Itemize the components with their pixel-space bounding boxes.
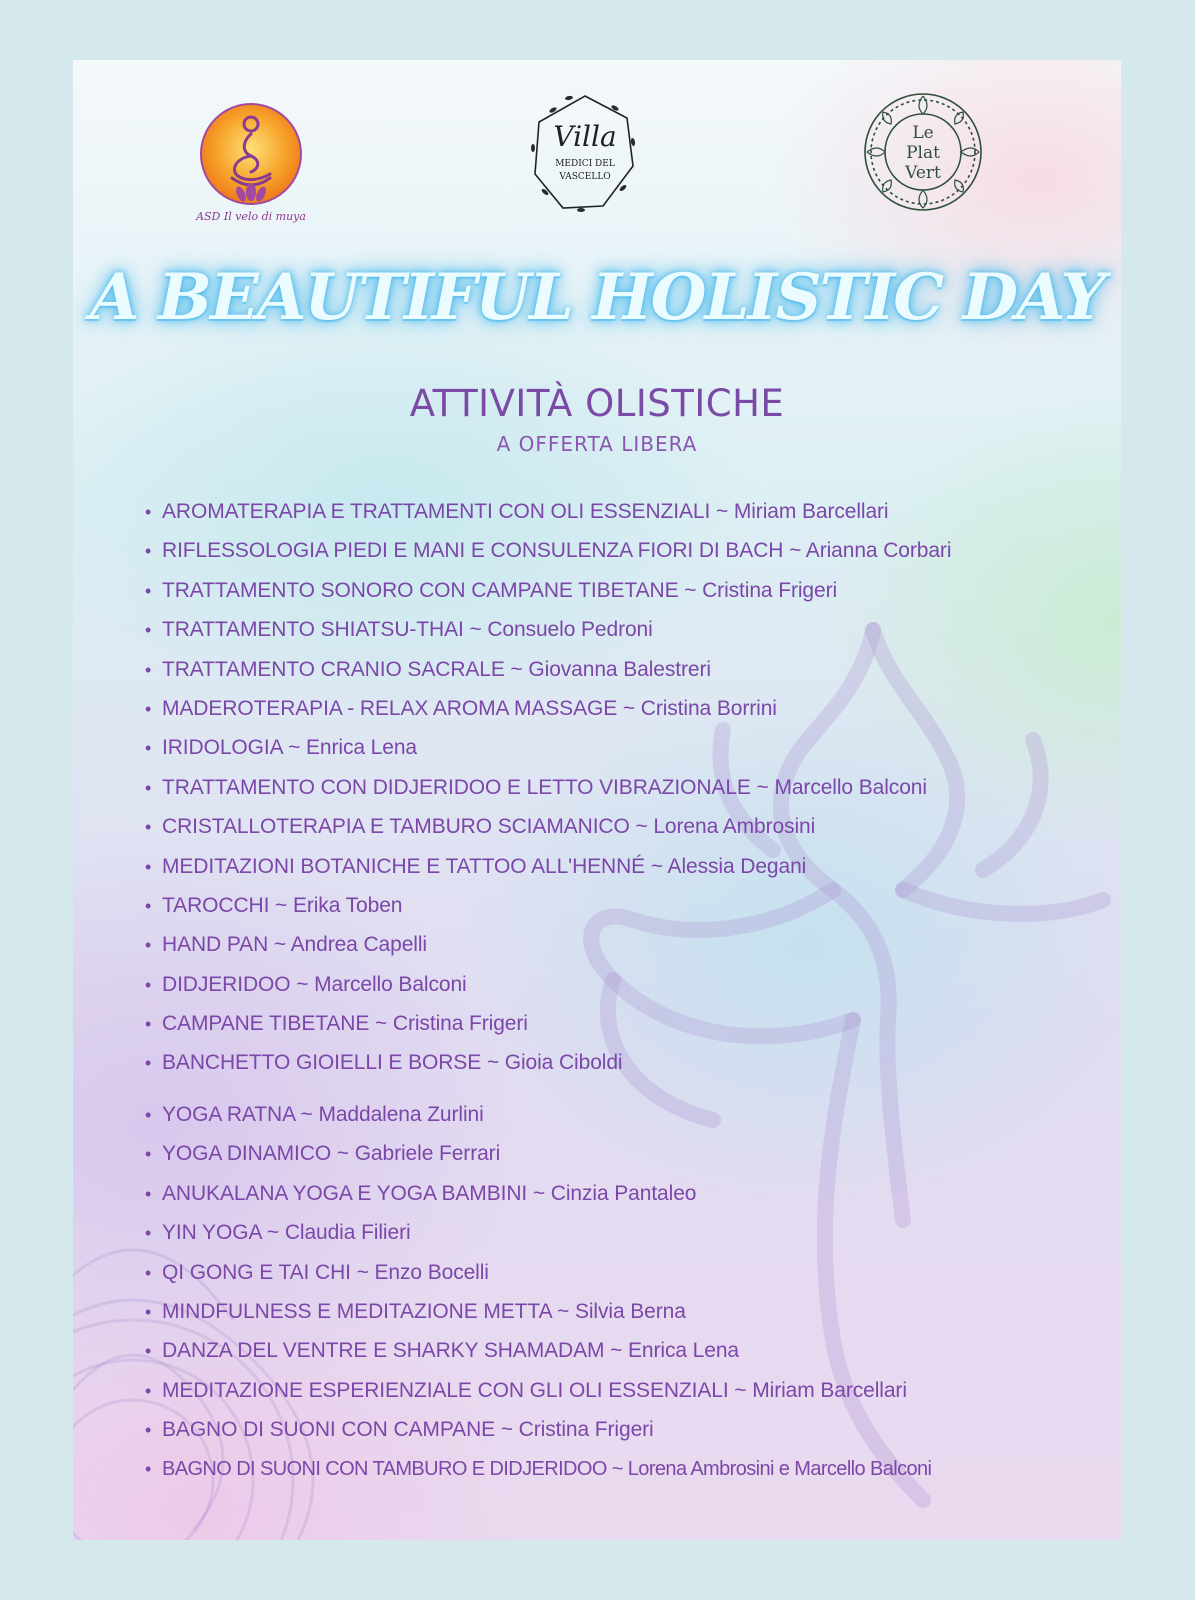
le-plat-vert-logo: [861, 90, 985, 214]
bullet: •: [145, 895, 152, 916]
muya-logo-text: ASD Il velo di muya: [196, 210, 306, 223]
list-item-text: IRIDOLOGIA ~ Enrica Lena: [162, 736, 417, 760]
list-item-text: TRATTAMENTO SONORO CON CAMPANE TIBETANE ~ Cristina Frigeri: [162, 578, 838, 602]
list-item-text: MINDFULNESS E MEDITAZIONE METTA ~ Silvia Berna: [162, 1299, 686, 1323]
list-item: [145, 847, 951, 886]
bullet: •: [145, 1223, 152, 1244]
plat-logo-line-2: Plat: [906, 143, 940, 163]
list-item: [145, 1043, 951, 1082]
bullet: •: [145, 1183, 152, 1204]
list-item: [145, 610, 951, 649]
list-item-text: DANZA DEL VENTRE E SHARKY SHAMADAM ~ Enrica Lena: [162, 1339, 739, 1363]
list-item: [145, 1292, 931, 1331]
bullet: •: [145, 620, 152, 641]
villa-logo-line-2: VASCELLO: [559, 172, 611, 182]
bullet: •: [145, 1458, 151, 1479]
list-item: [145, 531, 951, 570]
bullet: •: [145, 1053, 152, 1074]
asd-il-velo-di-muya-logo: [186, 96, 316, 226]
list-item-text: MEDITAZIONI BOTANICHE E TATTOO ALL'HENNÉ ~ Alessia Degani: [162, 854, 807, 878]
list-item-text: YOGA RATNA ~ Maddalena Zurlini: [162, 1103, 484, 1126]
bullet: •: [145, 580, 152, 601]
list-item: [145, 1450, 931, 1489]
list-item: [145, 1004, 951, 1043]
list-item: [145, 886, 951, 925]
list-item-text: MADEROTERAPIA - RELAX AROMA MASSAGE ~ Cristina Borrini: [162, 696, 777, 720]
villa-logo-line-1: MEDICI DEL: [555, 159, 615, 169]
list-item-text: BAGNO DI SUONI CON CAMPANE ~ Cristina Frigeri: [162, 1418, 654, 1442]
bullet: •: [145, 738, 152, 759]
bullet: •: [145, 502, 152, 522]
list-item: [145, 689, 951, 728]
list-item: [145, 768, 951, 807]
list-item: [145, 1331, 931, 1370]
list-item-text: CRISTALLOTERAPIA E TAMBURO SCIAMANICO ~ Lorena Ambrosini: [162, 815, 816, 839]
list-item-text: YOGA DINAMICO ~ Gabriele Ferrari: [162, 1142, 501, 1166]
list-item: [145, 965, 951, 1004]
list-item-text: YIN YOGA ~ Claudia Filieri: [162, 1221, 411, 1245]
bullet: •: [145, 935, 152, 956]
list-item: [145, 1213, 931, 1252]
event-headline: A BEAUTIFUL HOLISTIC DAY: [89, 260, 1105, 335]
bullet: •: [145, 698, 152, 719]
list-item: [145, 1134, 931, 1173]
section-subtitle: A OFFERTA LIBERA: [496, 432, 698, 456]
section-title: ATTIVITÀ OLISTICHE: [409, 382, 785, 425]
plat-logo-line-1: Le: [912, 123, 934, 143]
list-item: [145, 925, 951, 964]
bullet: •: [145, 1301, 152, 1322]
list-item-text: DIDJERIDOO ~ Marcello Balconi: [162, 972, 467, 996]
bullet: •: [145, 1420, 152, 1441]
list-item-text: CAMPANE TIBETANE ~ Cristina Frigeri: [162, 1012, 528, 1036]
bullet: •: [145, 659, 152, 680]
list-item-text: TRATTAMENTO SHIATSU-THAI ~ Consuelo Pedroni: [162, 618, 653, 642]
list-item: [145, 1095, 931, 1134]
poster: [73, 60, 1121, 1540]
list-item-text: QI GONG E TAI CHI ~ Enzo Bocelli: [162, 1260, 489, 1284]
list-item: [145, 728, 951, 767]
list-item-text: TRATTAMENTO CRANIO SACRALE ~ Giovanna Balestreri: [162, 657, 711, 681]
list-item-text: BAGNO DI SUONI CON TAMBURO E DIDJERIDOO ~ Lorena Ambrosini e Marcello Balconi: [162, 1457, 932, 1480]
bullet: •: [145, 974, 152, 995]
list-item-text: AROMATERAPIA E TRATTAMENTI CON OLI ESSENZIALI ~ Miriam Barcellari: [162, 500, 889, 523]
list-item-text: RIFLESSOLOGIA PIEDI E MANI E CONSULENZA FIORI DI BACH ~ Arianna Corbari: [162, 539, 952, 563]
activities-list: [145, 492, 951, 1083]
bullet: •: [145, 1341, 152, 1362]
bullet: •: [145, 1014, 152, 1035]
list-item: [145, 1371, 931, 1410]
practices-list: [145, 1095, 931, 1489]
villa-medici-del-vascello-logo: [523, 88, 647, 218]
list-item: [145, 650, 951, 689]
list-item-text: ANUKALANA YOGA E YOGA BAMBINI ~ Cinzia Pantaleo: [162, 1181, 697, 1205]
list-item: [145, 1174, 931, 1213]
list-item: [145, 571, 951, 610]
list-item: [145, 807, 951, 846]
bullet: •: [145, 856, 152, 877]
bullet: •: [145, 541, 152, 562]
bullet: •: [145, 777, 152, 798]
plat-logo-line-3: Vert: [905, 163, 941, 183]
list-item: [145, 492, 951, 531]
list-item: [145, 1410, 931, 1449]
list-item: [145, 1253, 931, 1292]
list-item-text: HAND PAN ~ Andrea Capelli: [162, 933, 427, 957]
villa-logo-script: Villa: [553, 120, 617, 153]
bullet: •: [145, 1144, 152, 1165]
list-item-text: BANCHETTO GIOIELLI E BORSE ~ Gioia Ciboldi: [162, 1051, 623, 1075]
bullet: •: [145, 817, 152, 838]
bullet: •: [145, 1262, 152, 1283]
list-item-text: MEDITAZIONE ESPERIENZIALE CON GLI OLI ESSENZIALI ~ Miriam Barcellari: [162, 1378, 907, 1402]
list-item-text: TRATTAMENTO CON DIDJERIDOO E LETTO VIBRAZIONALE ~ Marcello Balconi: [162, 775, 927, 799]
bullet: •: [145, 1380, 152, 1401]
bullet: •: [145, 1105, 152, 1125]
list-item-text: TAROCCHI ~ Erika Toben: [162, 893, 403, 917]
